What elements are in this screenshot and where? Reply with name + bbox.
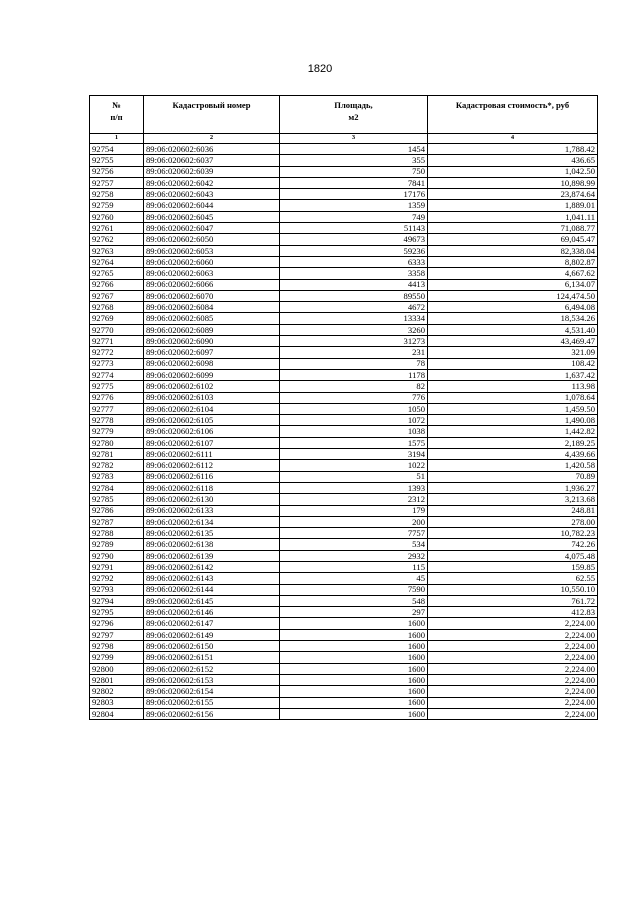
cell-cost: 159.85 bbox=[428, 561, 598, 572]
cell-cost: 113.98 bbox=[428, 381, 598, 392]
cell-cadastral-number: 89:06:020602:6139 bbox=[144, 550, 280, 561]
cell-cost: 1,042.50 bbox=[428, 166, 598, 177]
cell-cost: 2,224.00 bbox=[428, 674, 598, 685]
cell-row-number: 92762 bbox=[90, 234, 144, 245]
cell-area: 115 bbox=[280, 561, 428, 572]
cell-row-number: 92786 bbox=[90, 505, 144, 516]
cell-area: 1022 bbox=[280, 460, 428, 471]
cell-cost: 10,550.10 bbox=[428, 584, 598, 595]
cell-row-number: 92764 bbox=[90, 256, 144, 267]
cell-cadastral-number: 89:06:020602:6133 bbox=[144, 505, 280, 516]
cell-cost: 6,134.07 bbox=[428, 279, 598, 290]
cell-cost: 23,874.64 bbox=[428, 189, 598, 200]
cell-area: 31273 bbox=[280, 336, 428, 347]
cell-row-number: 92788 bbox=[90, 528, 144, 539]
cell-row-number: 92798 bbox=[90, 641, 144, 652]
cell-cost: 4,439.66 bbox=[428, 449, 598, 460]
cell-row-number: 92785 bbox=[90, 494, 144, 505]
cell-cost: 10,782.23 bbox=[428, 528, 598, 539]
table-row bbox=[90, 211, 598, 222]
cell-cost: 2,224.00 bbox=[428, 641, 598, 652]
table-body bbox=[90, 144, 598, 720]
cell-area: 2932 bbox=[280, 550, 428, 561]
cell-row-number: 92768 bbox=[90, 302, 144, 313]
cell-row-number: 92778 bbox=[90, 415, 144, 426]
cell-cadastral-number: 89:06:020602:6070 bbox=[144, 290, 280, 301]
cell-cadastral-number: 89:06:020602:6042 bbox=[144, 177, 280, 188]
cell-cost: 1,889.01 bbox=[428, 200, 598, 211]
cell-row-number: 92767 bbox=[90, 290, 144, 301]
cell-cost: 4,075.48 bbox=[428, 550, 598, 561]
column-number-3: 3 bbox=[280, 134, 428, 144]
column-number-row bbox=[90, 134, 598, 144]
table-row bbox=[90, 449, 598, 460]
cell-area: 750 bbox=[280, 166, 428, 177]
cell-row-number: 92801 bbox=[90, 674, 144, 685]
cell-row-number: 92781 bbox=[90, 449, 144, 460]
cell-cadastral-number: 89:06:020602:6155 bbox=[144, 697, 280, 708]
cell-row-number: 92799 bbox=[90, 652, 144, 663]
table-row bbox=[90, 561, 598, 572]
cell-cadastral-number: 89:06:020602:6118 bbox=[144, 482, 280, 493]
table-row bbox=[90, 505, 598, 516]
cell-area: 1575 bbox=[280, 437, 428, 448]
table-row bbox=[90, 573, 598, 584]
cell-cadastral-number: 89:06:020602:6144 bbox=[144, 584, 280, 595]
cell-row-number: 92763 bbox=[90, 245, 144, 256]
cell-row-number: 92772 bbox=[90, 347, 144, 358]
page-number: 1820 bbox=[307, 63, 333, 75]
cell-cost: 412.83 bbox=[428, 607, 598, 618]
header-row bbox=[90, 96, 598, 134]
cell-cadastral-number: 89:06:020602:6107 bbox=[144, 437, 280, 448]
table-row bbox=[90, 494, 598, 505]
cell-row-number: 92776 bbox=[90, 392, 144, 403]
cell-row-number: 92756 bbox=[90, 166, 144, 177]
cell-row-number: 92769 bbox=[90, 313, 144, 324]
cell-area: 82 bbox=[280, 381, 428, 392]
cell-cost: 1,788.42 bbox=[428, 144, 598, 155]
cell-cadastral-number: 89:06:020602:6156 bbox=[144, 708, 280, 719]
column-number-1: 1 bbox=[90, 134, 144, 144]
table-row bbox=[90, 482, 598, 493]
cell-cadastral-number: 89:06:020602:6143 bbox=[144, 573, 280, 584]
cell-area: 548 bbox=[280, 595, 428, 606]
cell-cadastral-number: 89:06:020602:6045 bbox=[144, 211, 280, 222]
cell-row-number: 92797 bbox=[90, 629, 144, 640]
cell-row-number: 92771 bbox=[90, 336, 144, 347]
cell-cadastral-number: 89:06:020602:6102 bbox=[144, 381, 280, 392]
header-cadastral-cost: Кадастровая стоимость*, руб bbox=[428, 96, 598, 134]
cell-area: 3194 bbox=[280, 449, 428, 460]
cell-area: 776 bbox=[280, 392, 428, 403]
cell-cadastral-number: 89:06:020602:6146 bbox=[144, 607, 280, 618]
cell-cost: 3,213.68 bbox=[428, 494, 598, 505]
cell-row-number: 92800 bbox=[90, 663, 144, 674]
cell-area: 1600 bbox=[280, 618, 428, 629]
cell-area: 1359 bbox=[280, 200, 428, 211]
column-number-2: 2 bbox=[144, 134, 280, 144]
cell-area: 1050 bbox=[280, 403, 428, 414]
cell-cadastral-number: 89:06:020602:6036 bbox=[144, 144, 280, 155]
table-row bbox=[90, 177, 598, 188]
cell-cadastral-number: 89:06:020602:6145 bbox=[144, 595, 280, 606]
cell-cadastral-number: 89:06:020602:6138 bbox=[144, 539, 280, 550]
cell-row-number: 92779 bbox=[90, 426, 144, 437]
cell-row-number: 92777 bbox=[90, 403, 144, 414]
cell-area: 355 bbox=[280, 155, 428, 166]
cell-row-number: 92755 bbox=[90, 155, 144, 166]
header-number-sign: № bbox=[112, 100, 121, 110]
cell-area: 89550 bbox=[280, 290, 428, 301]
cell-area: 17176 bbox=[280, 189, 428, 200]
cell-row-number: 92780 bbox=[90, 437, 144, 448]
cell-row-number: 92787 bbox=[90, 516, 144, 527]
cell-area: 200 bbox=[280, 516, 428, 527]
cell-area: 231 bbox=[280, 347, 428, 358]
cell-row-number: 92792 bbox=[90, 573, 144, 584]
cell-cadastral-number: 89:06:020602:6050 bbox=[144, 234, 280, 245]
cell-cost: 2,224.00 bbox=[428, 618, 598, 629]
cell-area: 4672 bbox=[280, 302, 428, 313]
cell-cadastral-number: 89:06:020602:6037 bbox=[144, 155, 280, 166]
cell-row-number: 92784 bbox=[90, 482, 144, 493]
cell-area: 1178 bbox=[280, 369, 428, 380]
cell-cadastral-number: 89:06:020602:6104 bbox=[144, 403, 280, 414]
table-row bbox=[90, 290, 598, 301]
cell-row-number: 92795 bbox=[90, 607, 144, 618]
cell-cadastral-number: 89:06:020602:6097 bbox=[144, 347, 280, 358]
cell-area: 4413 bbox=[280, 279, 428, 290]
cell-cadastral-number: 89:06:020602:6044 bbox=[144, 200, 280, 211]
table-row bbox=[90, 369, 598, 380]
cell-area: 297 bbox=[280, 607, 428, 618]
cell-cost: 108.42 bbox=[428, 358, 598, 369]
cell-cost: 248.81 bbox=[428, 505, 598, 516]
table-row bbox=[90, 460, 598, 471]
cell-row-number: 92790 bbox=[90, 550, 144, 561]
cell-cost: 1,637.42 bbox=[428, 369, 598, 380]
header-number-abbrev: п/п bbox=[110, 112, 123, 123]
cell-cadastral-number: 89:06:020602:6152 bbox=[144, 663, 280, 674]
table-row bbox=[90, 189, 598, 200]
cell-cost: 82,338.04 bbox=[428, 245, 598, 256]
cell-area: 1600 bbox=[280, 629, 428, 640]
table-row bbox=[90, 516, 598, 527]
table-row bbox=[90, 550, 598, 561]
table-row bbox=[90, 471, 598, 482]
cell-row-number: 92754 bbox=[90, 144, 144, 155]
table-row bbox=[90, 336, 598, 347]
cell-area: 1600 bbox=[280, 641, 428, 652]
cell-area: 1454 bbox=[280, 144, 428, 155]
cell-row-number: 92770 bbox=[90, 324, 144, 335]
cell-cost: 2,224.00 bbox=[428, 629, 598, 640]
cell-area: 749 bbox=[280, 211, 428, 222]
cell-row-number: 92796 bbox=[90, 618, 144, 629]
cell-area: 78 bbox=[280, 358, 428, 369]
table-row bbox=[90, 539, 598, 550]
cell-cost: 1,442.82 bbox=[428, 426, 598, 437]
cell-cadastral-number: 89:06:020602:6089 bbox=[144, 324, 280, 335]
cell-cadastral-number: 89:06:020602:6043 bbox=[144, 189, 280, 200]
cell-area: 1600 bbox=[280, 663, 428, 674]
cell-area: 7757 bbox=[280, 528, 428, 539]
cell-cadastral-number: 89:06:020602:6134 bbox=[144, 516, 280, 527]
cell-row-number: 92793 bbox=[90, 584, 144, 595]
cell-cadastral-number: 89:06:020602:6142 bbox=[144, 561, 280, 572]
table-row bbox=[90, 200, 598, 211]
table-row bbox=[90, 381, 598, 392]
cell-cost: 1,936.27 bbox=[428, 482, 598, 493]
header-row-number bbox=[90, 96, 144, 134]
cell-cadastral-number: 89:06:020602:6130 bbox=[144, 494, 280, 505]
cell-area: 1072 bbox=[280, 415, 428, 426]
cell-cadastral-number: 89:06:020602:6084 bbox=[144, 302, 280, 313]
cell-cadastral-number: 89:06:020602:6151 bbox=[144, 652, 280, 663]
table-row bbox=[90, 674, 598, 685]
cell-area: 1600 bbox=[280, 674, 428, 685]
cell-cadastral-number: 89:06:020602:6150 bbox=[144, 641, 280, 652]
cell-area: 1600 bbox=[280, 686, 428, 697]
cell-cost: 1,459.50 bbox=[428, 403, 598, 414]
cell-cadastral-number: 89:06:020602:6066 bbox=[144, 279, 280, 290]
cadastral-table bbox=[89, 95, 598, 720]
cell-row-number: 92783 bbox=[90, 471, 144, 482]
cell-cadastral-number: 89:06:020602:6103 bbox=[144, 392, 280, 403]
cell-cadastral-number: 89:06:020602:6047 bbox=[144, 223, 280, 234]
cell-cadastral-number: 89:06:020602:6153 bbox=[144, 674, 280, 685]
cell-cadastral-number: 89:06:020602:6098 bbox=[144, 358, 280, 369]
table-row bbox=[90, 629, 598, 640]
cell-cost: 1,490.08 bbox=[428, 415, 598, 426]
cell-area: 1038 bbox=[280, 426, 428, 437]
table-row bbox=[90, 697, 598, 708]
cell-area: 49673 bbox=[280, 234, 428, 245]
cell-cadastral-number: 89:06:020602:6090 bbox=[144, 336, 280, 347]
header-cadastral-number: Кадастровый номер bbox=[144, 96, 280, 134]
cell-cadastral-number: 89:06:020602:6154 bbox=[144, 686, 280, 697]
column-number-4: 4 bbox=[428, 134, 598, 144]
cell-cost: 18,534.26 bbox=[428, 313, 598, 324]
cell-row-number: 92802 bbox=[90, 686, 144, 697]
table-row bbox=[90, 708, 598, 719]
cell-row-number: 92803 bbox=[90, 697, 144, 708]
table-row bbox=[90, 155, 598, 166]
table-row bbox=[90, 279, 598, 290]
cell-row-number: 92761 bbox=[90, 223, 144, 234]
cell-area: 7590 bbox=[280, 584, 428, 595]
table-row bbox=[90, 302, 598, 313]
cell-row-number: 92775 bbox=[90, 381, 144, 392]
cell-cost: 1,420.58 bbox=[428, 460, 598, 471]
cell-cadastral-number: 89:06:020602:6106 bbox=[144, 426, 280, 437]
table-row bbox=[90, 166, 598, 177]
cell-area: 3358 bbox=[280, 268, 428, 279]
cell-row-number: 92765 bbox=[90, 268, 144, 279]
cell-area: 179 bbox=[280, 505, 428, 516]
cell-area: 45 bbox=[280, 573, 428, 584]
cell-cadastral-number: 89:06:020602:6135 bbox=[144, 528, 280, 539]
cell-cost: 8,802.87 bbox=[428, 256, 598, 267]
cell-cost: 6,494.08 bbox=[428, 302, 598, 313]
cell-area: 13334 bbox=[280, 313, 428, 324]
cell-cadastral-number: 89:06:020602:6116 bbox=[144, 471, 280, 482]
cell-row-number: 92773 bbox=[90, 358, 144, 369]
table-row bbox=[90, 144, 598, 155]
cell-cadastral-number: 89:06:020602:6147 bbox=[144, 618, 280, 629]
table-row bbox=[90, 268, 598, 279]
table-row bbox=[90, 234, 598, 245]
table-row bbox=[90, 245, 598, 256]
cell-cadastral-number: 89:06:020602:6053 bbox=[144, 245, 280, 256]
table-row bbox=[90, 403, 598, 414]
cell-row-number: 92759 bbox=[90, 200, 144, 211]
cell-cadastral-number: 89:06:020602:6111 bbox=[144, 449, 280, 460]
cell-cadastral-number: 89:06:020602:6060 bbox=[144, 256, 280, 267]
cell-cost: 436.65 bbox=[428, 155, 598, 166]
cell-area: 534 bbox=[280, 539, 428, 550]
table-row bbox=[90, 528, 598, 539]
table-row bbox=[90, 223, 598, 234]
cell-cost: 70.89 bbox=[428, 471, 598, 482]
table-row bbox=[90, 437, 598, 448]
table-row bbox=[90, 641, 598, 652]
table-row bbox=[90, 358, 598, 369]
cell-cost: 2,224.00 bbox=[428, 708, 598, 719]
cell-row-number: 92757 bbox=[90, 177, 144, 188]
table-row bbox=[90, 595, 598, 606]
cell-cost: 742.26 bbox=[428, 539, 598, 550]
cell-cadastral-number: 89:06:020602:6112 bbox=[144, 460, 280, 471]
cell-cost: 71,088.77 bbox=[428, 223, 598, 234]
cell-cost: 43,469.47 bbox=[428, 336, 598, 347]
header-area bbox=[280, 96, 428, 134]
cell-cadastral-number: 89:06:020602:6149 bbox=[144, 629, 280, 640]
cell-area: 1393 bbox=[280, 482, 428, 493]
cell-cost: 1,078.64 bbox=[428, 392, 598, 403]
cell-cost: 321.09 bbox=[428, 347, 598, 358]
cell-area: 6333 bbox=[280, 256, 428, 267]
cell-row-number: 92804 bbox=[90, 708, 144, 719]
cell-area: 1600 bbox=[280, 708, 428, 719]
table-row bbox=[90, 347, 598, 358]
cell-cost: 278.00 bbox=[428, 516, 598, 527]
cell-cost: 124,474.50 bbox=[428, 290, 598, 301]
cell-cost: 62.55 bbox=[428, 573, 598, 584]
table-row bbox=[90, 607, 598, 618]
table-row bbox=[90, 663, 598, 674]
cell-area: 51143 bbox=[280, 223, 428, 234]
cell-cadastral-number: 89:06:020602:6099 bbox=[144, 369, 280, 380]
cell-cost: 69,045.47 bbox=[428, 234, 598, 245]
table-row bbox=[90, 256, 598, 267]
cell-area: 7841 bbox=[280, 177, 428, 188]
cell-cost: 10,898.99 bbox=[428, 177, 598, 188]
cell-row-number: 92758 bbox=[90, 189, 144, 200]
cell-cadastral-number: 89:06:020602:6063 bbox=[144, 268, 280, 279]
cell-cost: 2,224.00 bbox=[428, 663, 598, 674]
cell-cadastral-number: 89:06:020602:6105 bbox=[144, 415, 280, 426]
table-row bbox=[90, 415, 598, 426]
cell-area: 59236 bbox=[280, 245, 428, 256]
cell-row-number: 92782 bbox=[90, 460, 144, 471]
table-row bbox=[90, 652, 598, 663]
table-row bbox=[90, 426, 598, 437]
cell-area: 51 bbox=[280, 471, 428, 482]
table-row bbox=[90, 618, 598, 629]
cell-row-number: 92794 bbox=[90, 595, 144, 606]
cell-cost: 761.72 bbox=[428, 595, 598, 606]
cell-cost: 2,224.00 bbox=[428, 652, 598, 663]
cell-row-number: 92760 bbox=[90, 211, 144, 222]
cell-area: 3260 bbox=[280, 324, 428, 335]
cell-row-number: 92789 bbox=[90, 539, 144, 550]
cell-cadastral-number: 89:06:020602:6085 bbox=[144, 313, 280, 324]
cell-cost: 4,531.40 bbox=[428, 324, 598, 335]
table-row bbox=[90, 584, 598, 595]
cell-area: 1600 bbox=[280, 652, 428, 663]
cell-area: 2312 bbox=[280, 494, 428, 505]
cell-row-number: 92774 bbox=[90, 369, 144, 380]
table-header bbox=[90, 96, 598, 144]
cell-cadastral-number: 89:06:020602:6039 bbox=[144, 166, 280, 177]
cell-row-number: 92791 bbox=[90, 561, 144, 572]
cell-cost: 1,041.11 bbox=[428, 211, 598, 222]
cell-row-number: 92766 bbox=[90, 279, 144, 290]
cell-cost: 2,189.25 bbox=[428, 437, 598, 448]
cell-area: 1600 bbox=[280, 697, 428, 708]
cell-cost: 2,224.00 bbox=[428, 686, 598, 697]
header-area-label: Площадь, bbox=[334, 100, 373, 110]
header-area-unit: м2 bbox=[348, 112, 359, 123]
table-row bbox=[90, 324, 598, 335]
cell-cost: 4,667.62 bbox=[428, 268, 598, 279]
table-row bbox=[90, 313, 598, 324]
table-row bbox=[90, 392, 598, 403]
table-row bbox=[90, 686, 598, 697]
cell-cost: 2,224.00 bbox=[428, 697, 598, 708]
